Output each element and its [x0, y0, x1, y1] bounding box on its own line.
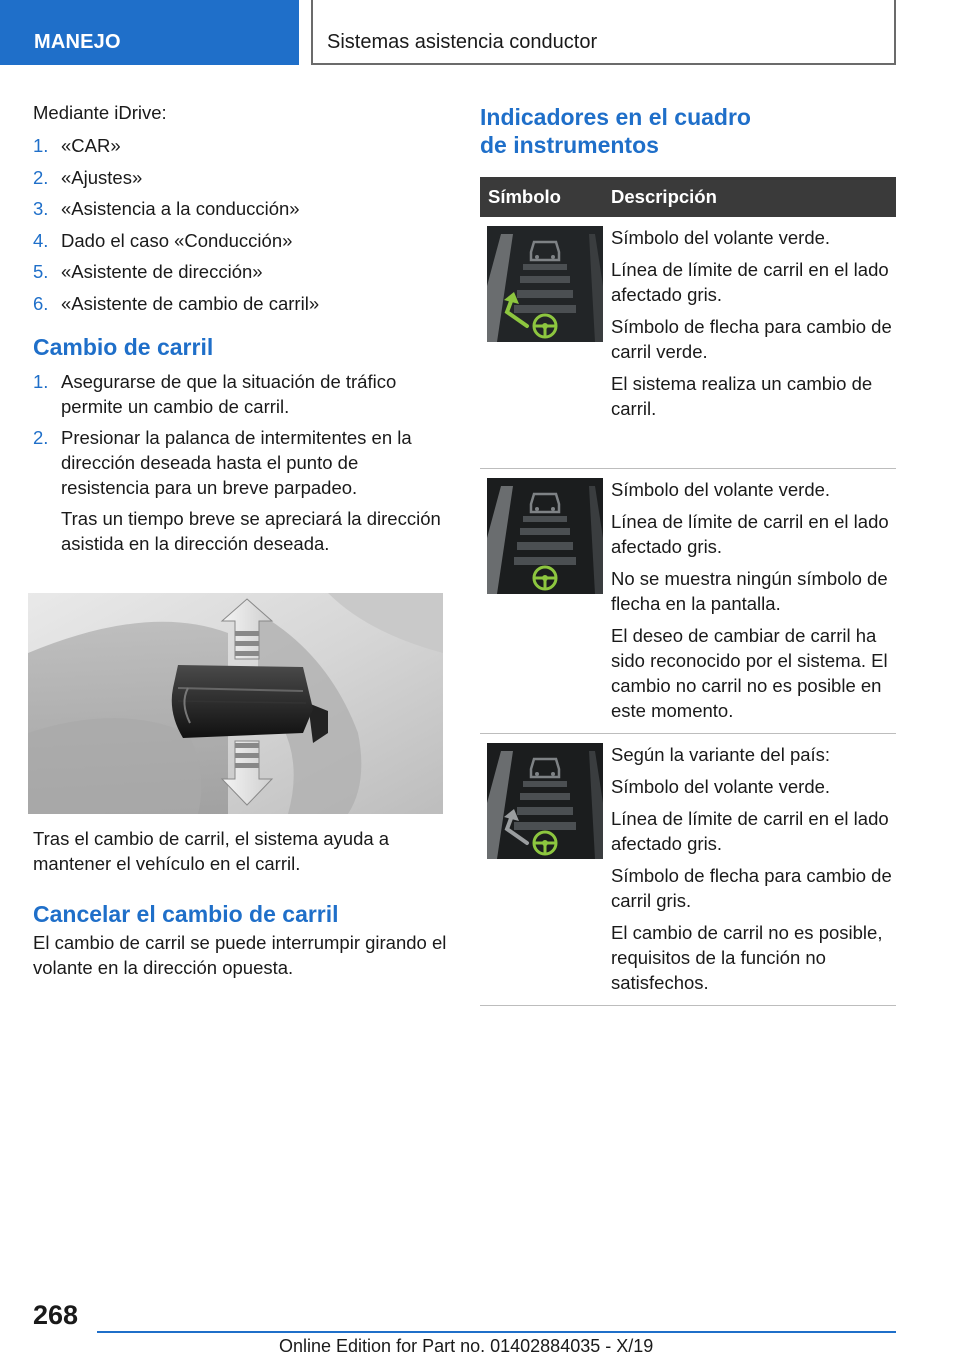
description-text: Según la variante del país: — [611, 743, 831, 765]
turn-signal-lever-illustration — [28, 593, 443, 814]
idrive-step: 3. «Asistencia a la conducción» — [33, 198, 300, 219]
idrive-step: 4. Dado el caso «Conducción» — [33, 229, 293, 251]
description-text: Símbolo del volante verde. — [611, 775, 831, 797]
description-text: Línea de límite de carril en el lado afectado gris. — [611, 807, 889, 854]
idrive-step: 6. «Asistente de cambio de carril» — [33, 292, 320, 314]
description-text: El deseo de cambiar de carril ha sido reconocido por el sistema. El cambio no carril no es posible en este momento. — [611, 624, 888, 721]
idrive-step: 2. «Ajustes» — [33, 166, 143, 188]
right-column — [480, 103, 896, 159]
table-header-row — [480, 177, 896, 217]
lane-change-arrow-green-icon — [487, 226, 603, 342]
cancel-lane-change-text: El cambio de carril se puede interrumpir girando el volante en la dirección opuesta. — [33, 932, 447, 978]
table-row — [480, 733, 896, 1005]
section-tab: MANEJO — [0, 0, 299, 65]
table-row — [480, 468, 896, 733]
column-header-description: Descripción — [603, 177, 896, 217]
edition-note: Online Edition for Part no. 01402884035 - X/19 — [279, 1336, 654, 1356]
description-text: Línea de límite de carril en el lado afectado gris. — [611, 259, 889, 305]
chapter-title: Sistemas asistencia conductor — [311, 0, 896, 65]
idrive-step: 5. «Asistente de dirección» — [33, 261, 263, 282]
left-column — [33, 100, 448, 563]
indicators-heading: Indicadores en el cuadro de instrumentos — [480, 104, 751, 158]
idrive-intro: Mediante iDrive: — [33, 102, 167, 123]
description-text: Símbolo del volante verde. — [611, 478, 831, 500]
page-number: 268 — [33, 1300, 79, 1330]
lane-change-heading: Cambio de carril — [33, 333, 214, 360]
footer-divider — [97, 1331, 896, 1333]
lane-change-arrow-gray-icon — [487, 743, 603, 859]
after-lane-change-text: Tras el cambio de carril, el sistema ayuda a mantener el vehículo en el carril. — [33, 828, 390, 874]
symbol-table — [480, 177, 896, 1006]
lane-change-step: 1. Asegurarse de que la situación de tráfico permite un cambio de carril. — [33, 370, 397, 417]
description-text: Línea de límite de carril en el lado afectado gris. — [611, 510, 889, 557]
lane-change-step: 2. Presionar la palanca de intermitentes en la dirección deseada hasta el punto de resistencia para un breve parpadeo. Tras un tiempo breve se apreciará la dirección asistida en la dirección deseada. — [33, 425, 448, 556]
left-column-bottom — [33, 826, 448, 980]
cancel-lane-change-heading: Cancelar el cambio de carril — [33, 901, 339, 927]
description-text: El sistema realiza un cambio de carril. — [611, 373, 873, 419]
description-text: Símbolo de flecha para cambio de carril gris. — [611, 864, 892, 911]
description-text: Símbolo del volante verde. — [611, 227, 831, 248]
table-row — [480, 217, 896, 468]
idrive-step: 1. «CAR» — [33, 135, 121, 156]
lane-change-steps — [33, 369, 448, 557]
column-header-symbol: Símbolo — [480, 177, 603, 217]
description-text: No se muestra ningún símbolo de flecha en la pantalla. — [611, 567, 888, 614]
lane-boundary-no-arrow-icon — [487, 478, 603, 594]
lane-change-step-note: Tras un tiempo breve se apreciará la dirección asistida en la dirección deseada. — [61, 508, 441, 554]
description-text: El cambio de carril no es posible, requisitos de la función no satisfechos. — [611, 921, 883, 993]
idrive-steps — [33, 133, 448, 316]
turn-signal-lever-photo — [28, 593, 443, 814]
description-text: Símbolo de flecha para cambio de carril verde. — [611, 316, 892, 362]
